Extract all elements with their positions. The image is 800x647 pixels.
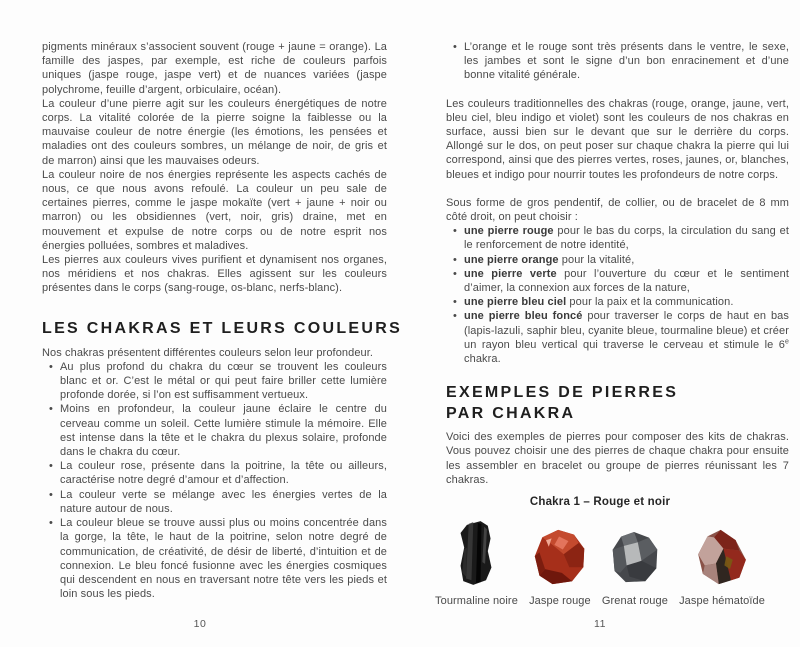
bullet-icon: •	[453, 253, 457, 266]
bullet-icon: •	[49, 460, 53, 473]
bold-lead: une pierre orange	[464, 253, 559, 266]
section-intro: Nos chakras présentent différentes couleurs selon leur profondeur.	[42, 346, 374, 359]
list-item	[42, 459, 387, 487]
stone-caption: Tourmaline noire	[435, 595, 518, 608]
bullet-icon: •	[453, 296, 457, 309]
heading-line-1: EXEMPLES DE PIERRES	[446, 384, 679, 402]
paragraph: Sous forme de gros pendentif, de collier, ou de bracelet de 8 mm côté droit, on peut choisir :	[446, 196, 789, 224]
lead-rest: chakra.	[464, 353, 501, 366]
bullet-icon: •	[49, 517, 53, 530]
list-item	[446, 295, 789, 309]
list-item-text: L’orange et le rouge sont très présents dans le ventre, le sexe, les jambes et sont le signe d’un bon enracinement et d’une bonne vitalité générale.	[464, 41, 789, 82]
color-bullet-list	[42, 360, 387, 601]
jaspe-rouge-photo	[532, 528, 588, 586]
list-item-text	[464, 267, 789, 295]
bullet-icon: •	[453, 310, 457, 323]
stone-caption: Jaspe rouge	[529, 595, 591, 608]
list-item	[446, 40, 789, 83]
stone-figure-jaspe-rouge	[529, 528, 591, 608]
list-item	[42, 516, 387, 601]
bullet-icon: •	[453, 41, 457, 53]
superscript-e: e	[785, 338, 789, 346]
list-item-text	[464, 309, 789, 366]
lead-rest: pour la vitalité,	[558, 253, 635, 266]
grenat-rouge-photo	[609, 530, 661, 586]
left-page-column	[42, 40, 403, 601]
list-item	[446, 267, 789, 295]
heading-line-2: PAR CHAKRA	[446, 405, 576, 423]
lead-rest: pour le bas du corps, la circulation du sang et le renforcement de notre identité,	[464, 225, 789, 252]
list-item-text: La couleur verte se mélange avec les énergies vertes de la nature autour de nous.	[60, 488, 387, 515]
list-item	[42, 360, 387, 403]
section-intro: Voici des exemples de pierres pour composer des kits de chakras. Vous pouvez choisir une des pierres de chaque chakra pour ensuite les assembler en bracelet ou groupe de pierres réunissant les 7 chakras.	[446, 431, 789, 486]
list-item-text: La couleur bleue se trouve aussi plus ou moins concentrée dans la gorge, la tête, le haut de la poitrine, selon notre degré de communication, de créativité, de désir de liberté, d’intuition et de connexion. Le bleu foncé fusionne avec les énergies cosmiques qui descendent en nous en traversant notre tête vers les pieds et loin sous les pieds.	[60, 517, 387, 601]
section-heading-exemples-pierres	[446, 382, 789, 424]
bullet-icon: •	[49, 488, 53, 501]
stone-bullet-list	[446, 224, 789, 366]
stones-row	[435, 520, 765, 608]
lead-rest: pour traverser le corps de haut en bas (lapis-lazuli, saphir bleu, cyanite bleue, tourmaline bleue) et créer un rayon bleu vertical qui traverse le cerveau et stimule le 6	[464, 310, 789, 351]
lead-rest: pour la paix et la communication.	[566, 296, 734, 309]
paragraph: pigments minéraux s’associent souvent (rouge + jaune = orange). La famille des jaspes, par exemple, est riche de couleurs parfois uniques (jaspe rouge, jaspe vert) et de nuances variées (jaspe polychrome, feuille d’argent, orbiculaire, océan).	[42, 41, 387, 96]
stone-figure-tourmaline	[435, 520, 518, 608]
bullet-icon: •	[49, 360, 53, 373]
chakra-1-section	[420, 495, 780, 608]
stone-figure-jaspe-hematoide	[679, 528, 765, 608]
list-item	[446, 224, 789, 252]
bold-lead: une pierre verte	[464, 267, 557, 280]
page-number-right: 11	[594, 618, 606, 630]
stone-figure-grenat	[602, 530, 668, 608]
list-item	[42, 488, 387, 516]
bold-lead: une pierre bleu ciel	[464, 296, 567, 309]
chakra-1-heading: Chakra 1 – Rouge et noir	[529, 496, 671, 509]
stone-caption: Jaspe hématoïde	[679, 595, 765, 608]
list-item-text: La couleur rose, présente dans la poitrine, la tête ou ailleurs, caractérise notre degré d’amour et d’affection.	[60, 460, 387, 487]
list-item-text: Au plus profond du chakra du cœur se trouvent les couleurs blanc et or. C’est le métal or qui peut faire briller cette lumière profonde dorée, si l’on est suffisamment vertueux.	[60, 360, 387, 402]
paragraph: La couleur d’une pierre agit sur les couleurs énergétiques de notre corps. La vitalité colorée de la pierre soigne la faiblesse ou la mauvaise couleur de notre énergie (les émotions, les pensées et maladies ont des couleurs sombres, un mélange de noir, de gris et de marron) ainsi que les mauvaises odeurs.	[42, 97, 387, 167]
bold-lead: une pierre rouge	[464, 225, 554, 238]
right-page-column	[435, 40, 789, 608]
list-item-text	[464, 295, 789, 309]
bold-lead: une pierre bleu foncé	[464, 310, 583, 323]
jaspe-hematoide-photo	[695, 528, 750, 586]
paragraph: Les couleurs traditionnelles des chakras (rouge, orange, jaune, vert, bleu ciel, bleu indigo et violet) sont les couleurs de nos chakras en surface, aussi bien sur le devant que sur le derrière du corps. Allongé sur le dos, on peut poser sur chaque chakra la pierre qui lui correspond, ainsi que des pierres vertes, roses, jaunes, or, blanches, bleues et indigo pour nourrir toutes les profondeurs de notre corps.	[446, 97, 789, 181]
list-item	[42, 402, 387, 459]
list-item	[446, 309, 789, 366]
list-item-text: Moins en profondeur, la couleur jaune éclaire le centre du cerveau comme un soleil. Cette lumière stimule la mémoire. Elle est intense dans la tête et le chakra du plexus solaire, profonde dans le chakra du cœur.	[60, 403, 387, 459]
bullet-icon: •	[453, 225, 457, 238]
stone-caption: Grenat rouge	[601, 595, 668, 608]
paragraph: La couleur noire de nos énergies représente les aspects cachés de nous, ce que nous avons refoulé. La couleur un peu sale de certaines pierres, comme le jaspe mokaïte (vert + jaune + noir ou marron) ou les obsidiennes (vert, noir, gris) draine, met en mouvement et expulse de notre corps ou de notre esprit nos énergies polluées, sombres et maladives.	[42, 168, 387, 252]
list-item-text	[464, 253, 789, 267]
lead-rest: pour l’ouverture du cœur et le sentiment d’aimer, la connexion aux forces de la nature,	[464, 267, 789, 295]
page-number-left: 10	[193, 618, 207, 630]
section-heading-chakras-couleurs: LES CHAKRAS ET LEURS COULEURS	[42, 319, 403, 337]
bullet-icon: •	[453, 267, 457, 280]
paragraph: Les pierres aux couleurs vives purifient et dynamisent nos organes, nos méridiens et nos chakras. Elles agissent sur les couleurs présentes dans le corps (sang-rouge, os-blanc, nerfs-blanc).	[42, 254, 387, 295]
list-item	[446, 253, 789, 267]
list-item-text	[464, 224, 789, 252]
bullet-icon: •	[49, 403, 53, 416]
tourmaline-noire-photo	[456, 520, 496, 586]
